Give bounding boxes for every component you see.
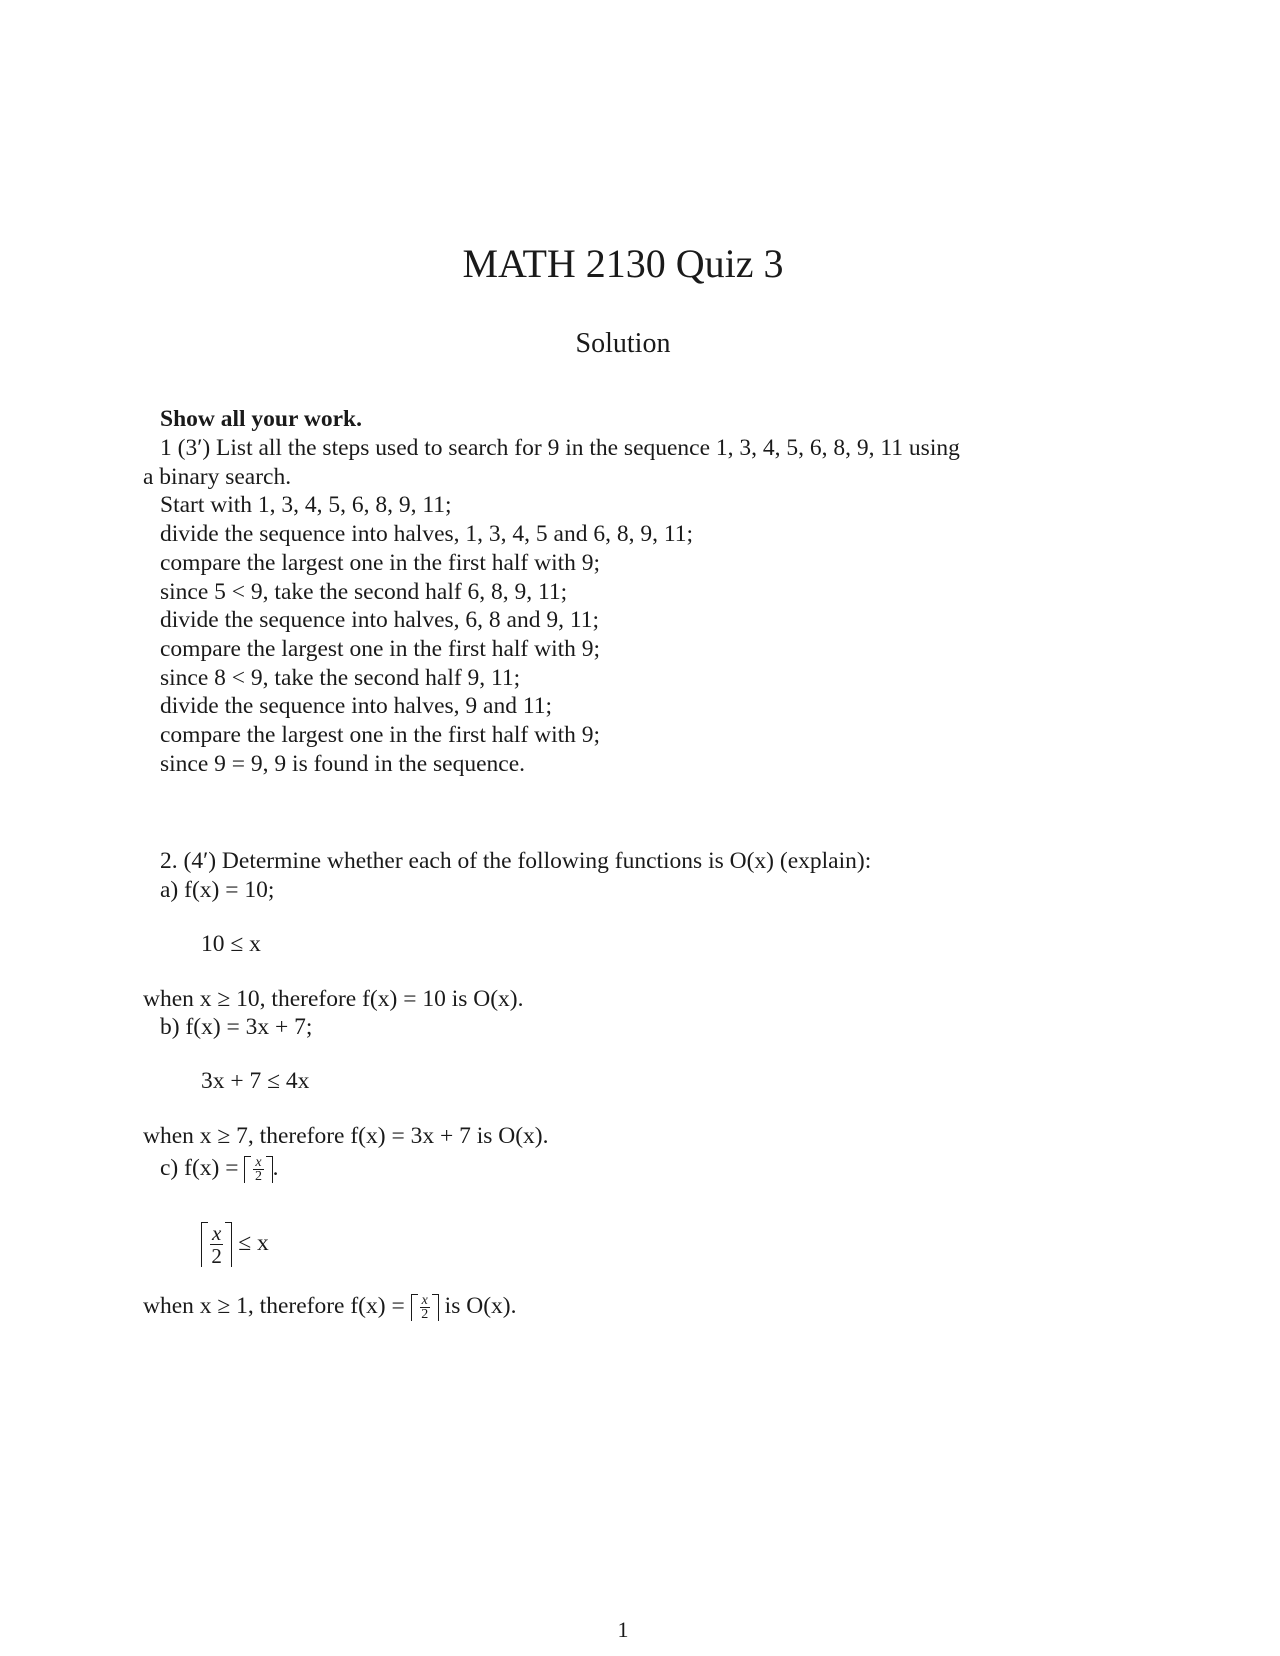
q2c-label [160, 1153, 278, 1183]
q1-step: divide the sequence into halves, 9 and 11; [160, 693, 552, 719]
q2c-label-suffix: . [272, 1155, 279, 1181]
fraction-denominator: 2 [421, 1307, 429, 1323]
q2c-conclusion-prefix: when x ≥ 1, therefore f(x) = [143, 1293, 405, 1319]
q2c-conclusion-suffix: is O(x). [444, 1293, 517, 1319]
q2b-inequality: 3x + 7 ≤ 4x [201, 1068, 310, 1094]
instruction: Show all your work. [160, 406, 362, 432]
fraction-denominator: 2 [211, 1244, 222, 1268]
q1-step: compare the largest one in the first half with 9; [160, 636, 601, 662]
q2c-label-prefix: c) f(x) = [160, 1155, 239, 1181]
q2b-conclusion: when x ≥ 7, therefore f(x) = 3x + 7 is O(x). [143, 1123, 549, 1149]
q2c-conclusion [143, 1291, 516, 1321]
q2c-inequality-suffix: ≤ x [238, 1229, 269, 1256]
fraction-numerator: x [212, 1221, 222, 1245]
q1-step: divide the sequence into halves, 6, 8 and 9, 11; [160, 607, 599, 633]
fraction-numerator: x [421, 1293, 428, 1309]
q2a-inequality: 10 ≤ x [201, 931, 261, 957]
ceiling-expression [201, 1222, 232, 1267]
q2b-label: b) f(x) = 3x + 7; [160, 1014, 313, 1040]
q1-step: since 5 < 9, take the second half 6, 8, 9, 11; [160, 579, 568, 605]
q1-step: Start with 1, 3, 4, 5, 6, 8, 9, 11; [160, 492, 452, 518]
ceiling-expression [411, 1294, 439, 1321]
q1-step: since 9 = 9, 9 is found in the sequence. [160, 751, 526, 777]
q2c-inequality [201, 1222, 269, 1267]
q1-step: divide the sequence into halves, 1, 3, 4, 5 and 6, 8, 9, 11; [160, 521, 693, 547]
ceiling-expression [244, 1156, 272, 1183]
fraction-denominator: 2 [254, 1169, 262, 1185]
q2a-label: a) f(x) = 10; [160, 877, 275, 903]
q1-prompt-line2: a binary search. [143, 464, 292, 490]
page-number: 1 [617, 1617, 629, 1642]
page-subtitle: Solution [575, 328, 671, 359]
q2-prompt: 2. (4′) Determine whether each of the following functions is O(x) (explain): [160, 848, 872, 874]
q1-step: since 8 < 9, take the second half 9, 11; [160, 665, 521, 691]
q1-step: compare the largest one in the first half with 9; [160, 550, 601, 576]
q1-prompt-line1: 1 (3′) List all the steps used to search for 9 in the sequence 1, 3, 4, 5, 6, 8, 9, 11 using [160, 435, 960, 461]
q1-step: compare the largest one in the first half with 9; [160, 722, 601, 748]
q2a-conclusion: when x ≥ 10, therefore f(x) = 10 is O(x). [143, 986, 524, 1012]
fraction-numerator: x [255, 1155, 262, 1171]
page-title: MATH 2130 Quiz 3 [462, 241, 784, 286]
